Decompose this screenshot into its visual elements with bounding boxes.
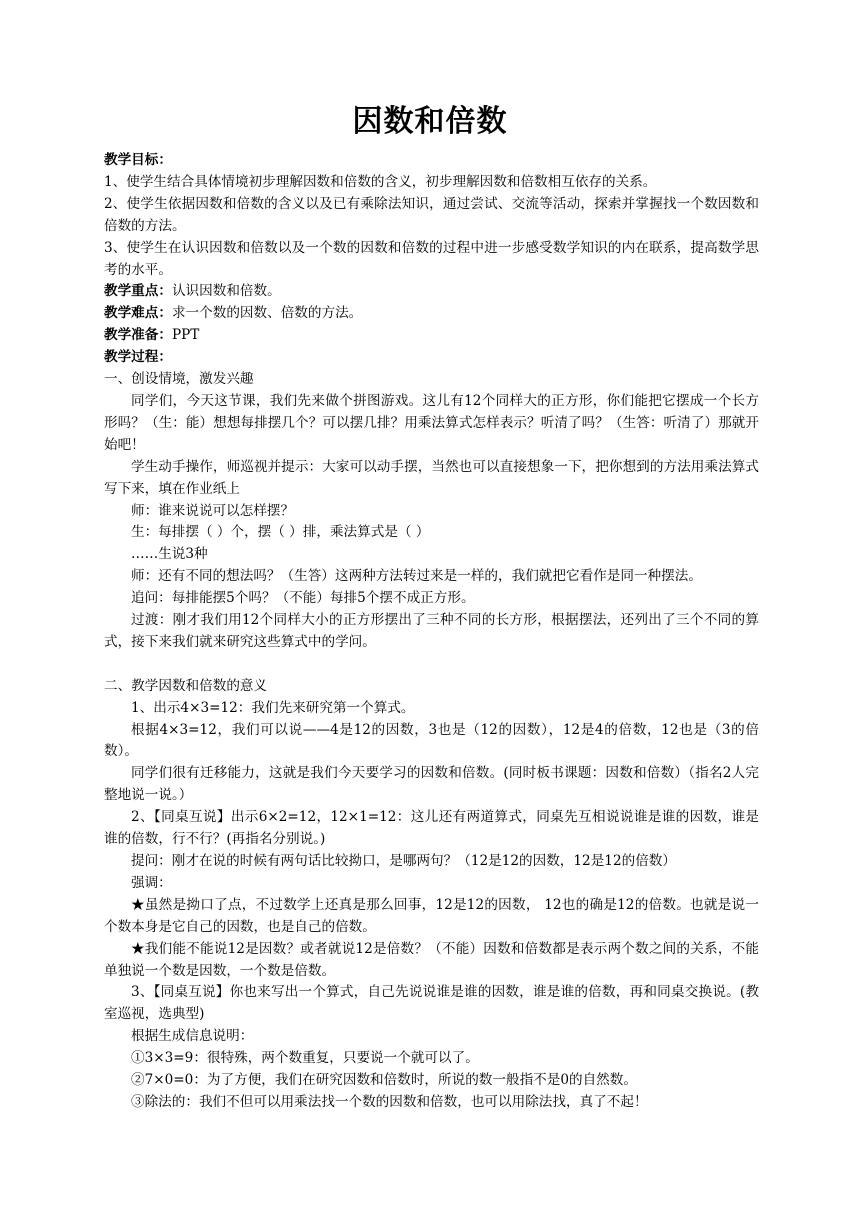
section1-paragraph: 生：每排摆（ ）个，摆（ ）排，乘法算式是（ ） xyxy=(131,524,430,541)
section2-paragraph: 根据生成信息说明： xyxy=(131,1028,254,1045)
section1-paragraph: ……生说3种 xyxy=(131,546,208,563)
key-point-text: 认识因数和倍数。 xyxy=(171,283,281,300)
goal-item: 3、使学生在认识因数和倍数以及一个数的因数和倍数的过程中进一步感受数学知识的内在联系，提高数学思考的水平。 xyxy=(104,239,759,278)
section2-paragraph: 强调： xyxy=(131,874,172,891)
section2-paragraph: 根据4×3=12，我们可以说——4是12的因数，3也是（12的因数），12是4的倍数，12也是（3的倍数）。 xyxy=(104,721,759,760)
section2-paragraph: 2、【同桌互说】出示6×2=12，12×1=12：这儿还有两道算式，同桌先互相说说谁是谁的因数，谁是谁的倍数，行不行？(再指名分别说。) xyxy=(104,809,759,848)
section1-paragraph: 过渡：刚才我们用12个同样大小的正方形摆出了三种不同的长方形，根据摆法，还列出了三个不同的算式，接下来我们就来研究这些算式中的学问。 xyxy=(104,612,759,650)
key-point-line xyxy=(104,281,759,303)
section2-paragraph: ★虽然是拗口了点，不过数学上还真是那么回事，12是12的因数， 12也的确是12的倍数。也就是说一个数本身是它自己的因数，也是自己的倍数。 xyxy=(104,896,759,935)
section2-heading: 二、教学因数和倍数的意义 xyxy=(104,677,268,694)
section1-paragraph: 师：谁来说说可以怎样摆？ xyxy=(131,502,295,519)
section2-paragraph: 提问：刚才在说的时候有两句话比较拗口，是哪两句？（12是12的因数，12是12的倍数） xyxy=(131,852,676,869)
blank-line xyxy=(104,654,759,676)
goal-item: 1、使学生结合具体情境初步理解因数和倍数的含义，初步理解因数和倍数相互依存的关系。 xyxy=(104,173,657,190)
section2-paragraph: ①3×3=9：很特殊，两个数重复，只要说一个就可以了。 xyxy=(131,1050,479,1067)
section1-paragraph: 学生动手操作，师巡视并提示：大家可以动手摆，当然也可以直接想象一下，把你想到的方法用乘法算式写下来，填在作业纸上 xyxy=(104,458,759,497)
section1-heading: 一、创设情境，激发兴趣 xyxy=(104,371,254,388)
difficulty-text: 求一个数的因数、倍数的方法。 xyxy=(171,305,363,322)
preparation-text: PPT xyxy=(171,327,200,344)
difficulty-label: 教学难点： xyxy=(104,305,172,322)
difficulty-line xyxy=(104,303,759,325)
process-heading: 教学过程： xyxy=(104,349,172,366)
preparation-label: 教学准备： xyxy=(104,327,172,344)
section1-paragraph: 追问：每排能摆5个吗？（不能）每排5个摆不成正方形。 xyxy=(131,590,475,607)
section1-paragraph: 师：还有不同的想法吗？（生答）这两种方法转过来是一样的，我们就把它看作是同一种摆法。 xyxy=(131,568,702,585)
key-point-label: 教学重点： xyxy=(104,283,172,300)
section2-paragraph: 1、出示4×3=12：我们先来研究第一个算式。 xyxy=(131,699,415,716)
goals-heading: 教学目标： xyxy=(104,152,172,168)
page-title: 因数和倍数 xyxy=(352,104,508,139)
section2-paragraph: ③除法的：我们不但可以用乘法找一个数的因数和倍数，也可以用除法找，真了不起！ xyxy=(131,1093,648,1110)
goal-item: 2、使学生依据因数和倍数的含义以及已有乘除法知识，通过尝试、交流等活动，探索并掌握找一个数因数和倍数的方法。 xyxy=(104,195,759,234)
section2-paragraph: ★我们能不能说12是因数？或者就说12是倍数？（不能）因数和倍数都是表示两个数之间的关系，不能单独说一个数是因数，一个数是倍数。 xyxy=(104,940,759,979)
document-body xyxy=(104,150,759,1114)
section2-paragraph: 同学们很有迁移能力，这就是我们今天要学习的因数和倍数。(同时板书课题：因数和倍数）（指名2人完整地说一说。） xyxy=(104,765,759,804)
section2-paragraph: ②7×0=0：为了方便，我们在研究因数和倍数时，所说的数一般指不是0的自然数。 xyxy=(131,1072,637,1089)
section2-paragraph: 3、【同桌互说】你也来写出一个算式，自己先说说谁是谁的因数，谁是谁的倍数，再和同桌交换说。(教室巡视，选典型) xyxy=(104,984,759,1023)
preparation-line xyxy=(104,325,759,347)
section1-paragraph: 同学们，今天这节课，我们先来做个拼图游戏。这儿有12个同样大的正方形，你们能把它摆成一个长方形吗？（生：能）想想每排摆几个？可以摆几排？用乘法算式怎样表示？听清了吗？（生答：听清了）那就开始吧！ xyxy=(104,392,759,453)
